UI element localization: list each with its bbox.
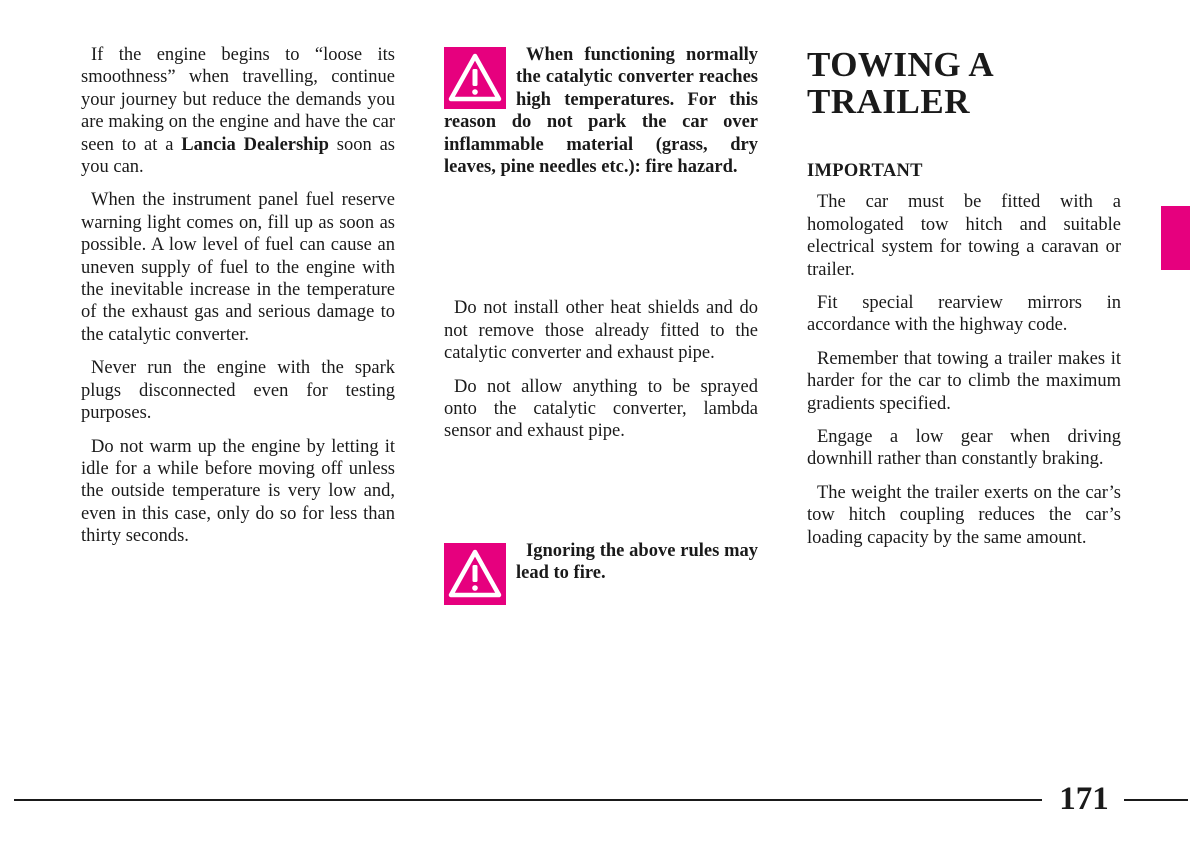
paragraph-mirrors: Fit special rearview mirrors in accordance with the highway code. bbox=[807, 293, 1121, 336]
paragraph-trailer-weight: The weight the trailer exerts on the car’s tow hitch coupling reduces the car’s loading capacity by the same amount. bbox=[807, 482, 1121, 548]
paragraph-heat-shields: Do not install other heat shields and do not remove those already fitted to the catalytic converter and exhaust pipe. bbox=[444, 298, 758, 364]
paragraph-gradients: Remember that towing a trailer makes it harder for the car to climb the maximum gradients specified. bbox=[807, 348, 1121, 414]
footer-rule-right bbox=[1124, 799, 1188, 801]
warning-triangle-icon bbox=[444, 543, 506, 605]
warning-box-fire bbox=[444, 540, 758, 607]
warning-text-fire: Ignoring the above rules may lead to fire. bbox=[516, 540, 758, 584]
paragraph-warm-up: Do not warm up the engine by letting it idle for a while before moving off unless the outside temperature is very low and, even in this case, only do so for less than thirty seconds. bbox=[81, 436, 395, 547]
paragraph-spray: Do not allow anything to be sprayed onto the catalytic converter, lambda sensor and exhaust pipe. bbox=[444, 376, 758, 442]
page-number: 171 bbox=[1059, 781, 1109, 817]
paragraph-engine-smoothness: If the engine begins to “loose its smoothness” when travelling, continue your journey but reduce the demands you are making on the engine and have the car seen to at a Lancia Dealership soon as you can. bbox=[81, 45, 395, 178]
warning-triangle-icon bbox=[444, 47, 506, 109]
section-title: TOWING A TRAILER bbox=[807, 45, 995, 121]
paragraph-tow-hitch: The car must be fitted with a homologated tow hitch and suitable electrical system for towing a caravan or trailer. bbox=[807, 192, 1121, 280]
section-thumb-tab bbox=[1161, 206, 1190, 270]
warning-text-heat: When functioning normally the catalytic converter reaches high temperatures. For this reason do not park the car over inflammable material (grass, dry leaves, pine needles etc.): fire hazard. bbox=[444, 45, 758, 178]
paragraph-spark-plugs: Never run the engine with the spark plugs disconnected even for testing purposes. bbox=[81, 358, 395, 424]
column-right bbox=[807, 44, 1121, 560]
paragraph-low-gear: Engage a low gear when driving downhill rather than constantly braking. bbox=[807, 427, 1121, 470]
footer-rule-left bbox=[14, 799, 1042, 801]
warning-box-heat bbox=[444, 44, 758, 189]
dealership-name: Lancia Dealership bbox=[181, 134, 329, 155]
column-left bbox=[81, 44, 395, 559]
paragraph-fuel-reserve: When the instrument panel fuel reserve warning light comes on, fill up as soon as possible. A low level of fuel can cause an uneven supply of fuel to the engine with the inevitable increase in the temperature of the exhaust gas and serious damage to the catalytic converter. bbox=[81, 190, 395, 345]
column-middle bbox=[444, 44, 758, 607]
subheading-important: IMPORTANT bbox=[807, 161, 923, 181]
